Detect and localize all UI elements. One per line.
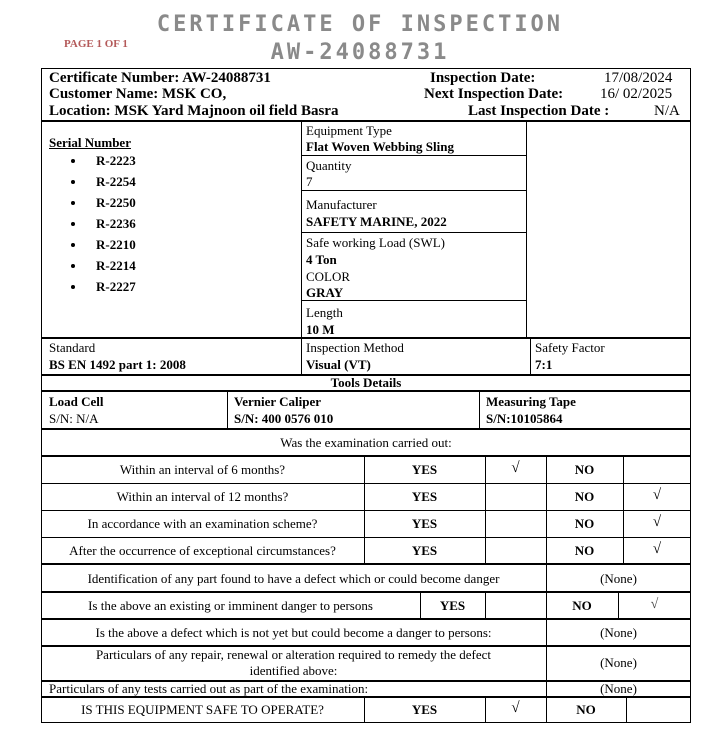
question-future-danger: Is the above a defect which is not yet but could become a danger to persons: [95,625,492,640]
serial-number-item: • R-2227 [86,276,136,297]
safety-factor-label: Safety Factor [535,340,605,355]
tool-name: Load Cell [49,394,104,409]
page-indicator: PAGE 1 OF 1 [64,38,128,50]
none-value: (None) [600,655,637,670]
no-label: NO [574,543,595,558]
question-imminent-danger: Is the above an existing or imminent danger to persons [88,598,373,613]
yes-label: YES [439,598,466,613]
swl-label: Safe working Load (SWL) [306,235,445,250]
question-6-months: Within an interval of 6 months? [119,462,286,477]
serial-number-item: • R-2210 [86,234,136,255]
tool-serial: S/N: N/A [49,411,99,426]
no-label: NO [574,462,595,477]
examination-heading: Was the examination carried out: [280,435,452,450]
equipment-type-label: Equipment Type [306,123,392,138]
standard-value: BS EN 1492 part 1: 2008 [49,357,186,372]
serial-number-item: • R-2254 [86,171,136,192]
question-exam-scheme: In accordance with an examination scheme? [87,516,318,531]
question-repair-line2: identified above: [249,663,338,678]
yes-label: YES [411,516,438,531]
tools-row [41,391,691,429]
tool-name: Vernier Caliper [234,394,322,409]
inspection-method-label: Inspection Method [306,340,404,355]
certificate-number-title: AW-24088731 [270,40,450,65]
none-value: (None) [600,571,637,586]
color-label: COLOR [306,269,351,284]
certificate-title: CERTIFICATE OF INSPECTION [156,12,564,37]
check-mark: √ [511,460,520,476]
equipment-type-value: Flat Woven Webbing Sling [306,139,454,154]
serial-number-item: • R-2214 [86,255,136,276]
tool-name: Measuring Tape [486,394,576,409]
no-label: NO [576,702,596,717]
certificate-number: Certificate Number: AW-24088731 [49,70,271,86]
yes-label: YES [411,702,438,717]
inspection-date: 17/08/2024 [604,70,673,86]
question-exceptional: After the occurrence of exceptional circumstances? [69,543,336,558]
inspection-method-value: Visual (VT) [306,357,371,372]
question-repair-line1: Particulars of any repair, renewal or alteration required to remedy the defect [95,647,492,662]
swl-value: 4 Ton [306,252,337,267]
no-label: NO [572,598,592,613]
tool-serial: S/N: 400 0576 010 [234,411,334,426]
serial-number-list [68,150,136,297]
standard-label: Standard [49,340,96,355]
no-label: NO [574,516,595,531]
last-inspection-date-label: Last Inspection Date : [468,103,610,119]
question-12-months: Within an interval of 12 months? [116,489,289,504]
yes-label: YES [411,462,438,477]
color-value: GRAY [306,285,344,300]
inspection-date-label: Inspection Date: [430,70,536,86]
none-value: (None) [600,681,637,696]
question-tests: Particulars of any tests carried out as part of the examination: [49,681,369,696]
yes-label: YES [411,489,438,504]
check-mark: √ [652,514,662,530]
question-defect-identification: Identification of any part found to have a defect which or could become danger [87,571,500,586]
next-inspection-date: 16/ 02/2025 [600,86,673,102]
customer-name: Customer Name: MSK CO, [49,86,227,102]
serial-number-item: • R-2223 [86,150,136,171]
check-mark: √ [511,700,520,716]
quantity-value: 7 [306,174,313,189]
check-mark: √ [652,487,662,503]
length-value: 10 M [306,322,335,337]
last-inspection-date: N/A [654,103,680,119]
yes-label: YES [411,543,438,558]
manufacturer-label: Manufacturer [306,197,377,212]
check-mark: √ [652,541,662,557]
no-label: NO [574,489,595,504]
serial-number-item: • R-2250 [86,192,136,213]
serial-number-heading: Serial Number [49,135,131,150]
length-label: Length [306,305,343,320]
question-safe-to-operate: IS THIS EQUIPMENT SAFE TO OPERATE? [81,702,324,717]
next-inspection-date-label: Next Inspection Date: [424,86,564,102]
manufacturer-value: SAFETY MARINE, 2022 [306,214,447,229]
tools-heading: Tools Details [330,375,402,390]
check-mark: √ [650,597,659,612]
none-value: (None) [600,625,637,640]
location: Location: MSK Yard Majnoon oil field Basra [49,103,339,119]
safety-factor-value: 7:1 [535,357,553,372]
serial-number-item: • R-2236 [86,213,136,234]
tool-serial: S/N:10105864 [486,411,563,426]
quantity-label: Quantity [306,158,352,173]
